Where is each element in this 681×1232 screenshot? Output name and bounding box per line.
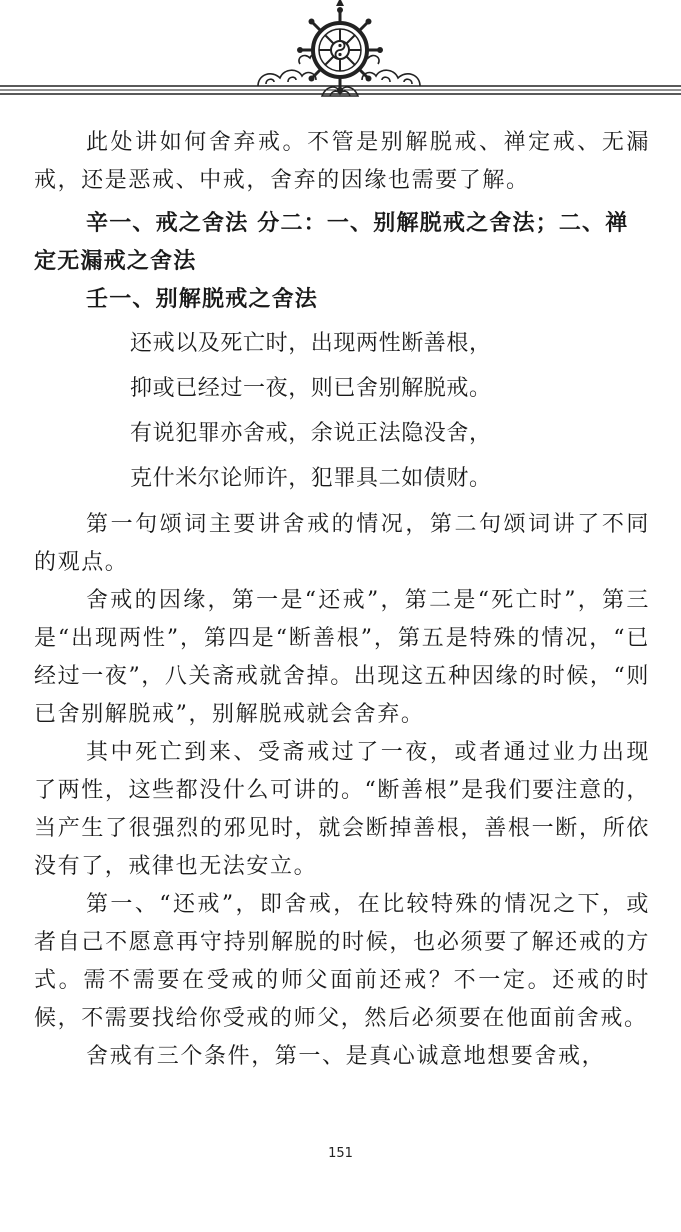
verse-line: 克什米尔论师许，犯罪具二如债财。 <box>130 466 492 491</box>
verse-line: 抑或已经过一夜，则已舍别解脱戒。 <box>130 376 492 401</box>
paragraph: 舍戒的因缘，第一是“还戒”，第二是“死亡时”，第三是“出现两性”，第四是“断善根”，第五是特殊的情况，“已经过一夜”，八关斋戒就舍掉。出现这五种因缘的时候，“则已舍别解脱戒”，别解脱戒就会舍弃。 <box>34 588 650 727</box>
page-body <box>34 124 650 1076</box>
verse-block <box>34 321 650 501</box>
page-header-ornament <box>0 0 681 110</box>
verse-line: 有说犯罪亦舍戒，余说正法隐没舍， <box>130 421 492 446</box>
paragraph: 舍戒有三个条件，第一、是真心诚意地想要舍戒， <box>86 1044 606 1069</box>
paragraph: 第一、“还戒”，即舍戒，在比较特殊的情况之下，或者自己不愿意再守持别解脱的时候，也必须要了解还戒的方式。需不需要在受戒的师父面前还戒？不一定。还戒的时候，不需要找给你受戒的师父，然后必须要在他面前舍戒。 <box>34 892 650 1031</box>
paragraph-intro: 此处讲如何舍弃戒。不管是别解脱戒、禅定戒、无漏戒，还是恶戒、中戒，舍弃的因缘也需要了解。 <box>34 130 650 193</box>
header-decoration <box>0 0 681 110</box>
section-heading-xin1: 辛一、戒之舍法 分二：一、别解脱戒之舍法；二、禅定无漏戒之舍法 <box>34 210 629 274</box>
dharma-wheel-icon <box>297 0 383 93</box>
section-heading-ren1: 壬一、别解脱戒之舍法 <box>86 286 319 312</box>
paragraph: 其中死亡到来、受斋戒过了一夜，或者通过业力出现了两性，这些都没什么可讲的。“断善根”是我们要注意的，当产生了很强烈的邪见时，就会断掉善根，善根一断，所依没有了，戒律也无法安立。 <box>34 740 650 879</box>
cloud-scroll-left <box>258 54 318 86</box>
page-number: 151 <box>328 1146 353 1161</box>
verse-line: 还戒以及死亡时，出现两性断善根， <box>130 331 492 356</box>
paragraph: 第一句颂词主要讲舍戒的情况，第二句颂词讲了不同的观点。 <box>34 512 650 575</box>
